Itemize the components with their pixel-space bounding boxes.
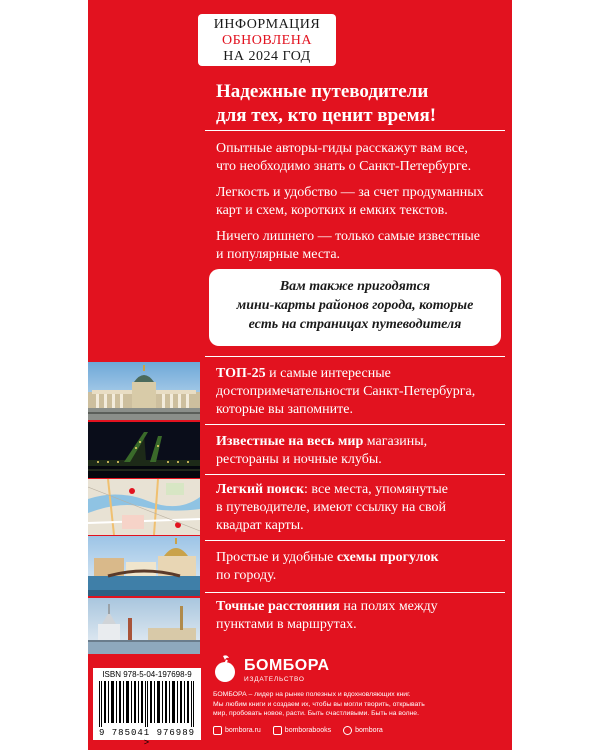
feature-world-famous — [216, 433, 506, 469]
bombora-logo-icon — [213, 654, 239, 684]
neva-embankment-photo — [88, 598, 200, 654]
callout-line: есть на страницах путеводителя — [248, 317, 462, 332]
divider — [205, 130, 505, 131]
feature-text: магазины, — [363, 434, 428, 449]
feature-text: Простые и удобные — [216, 550, 337, 565]
publisher-desc-line: БОМБОРА – лидер на рынке полезных и вдохновляющих книг. — [213, 691, 411, 698]
feature-line: рестораны и ночные клубы. — [216, 452, 382, 467]
divider — [205, 474, 505, 475]
paragraph-line: что необходимо знать о Санкт-Петербурге. — [216, 159, 472, 174]
paragraph-authors — [216, 140, 506, 176]
paragraph-line: Ничего лишнего — только самые известные — [216, 229, 480, 244]
headline-line-1: Надежные путеводители — [216, 81, 429, 102]
city-map-photo — [88, 479, 200, 535]
publisher-description — [213, 690, 505, 719]
paragraph-line: Легкость и удобство — за счет продуманных — [216, 185, 484, 200]
minimaps-callout — [209, 269, 501, 346]
headline-line-2: для тех, кто ценит время! — [216, 105, 437, 126]
feature-text: : все места, упомянутые — [304, 482, 448, 497]
paragraph-ease — [216, 184, 506, 220]
link-label: bomborabooks — [284, 727, 332, 734]
feature-text: и самые интересные — [265, 366, 391, 381]
paragraph-nothing-extra — [216, 228, 506, 264]
badge-line-1: ИНФОРМАЦИЯ — [213, 17, 321, 32]
feature-bold: Известные на весь мир — [216, 434, 364, 449]
instagram-icon — [213, 726, 222, 735]
feature-distances — [216, 598, 506, 634]
badge-line-2: ОБНОВЛЕНА — [222, 33, 312, 48]
vk-link[interactable] — [273, 726, 331, 735]
feature-line: пунктами в маршрутах. — [216, 617, 357, 632]
feature-bold: схемы прогулок — [336, 550, 439, 565]
paragraph-line: Опытные авторы-гиды расскажут вам все, — [216, 141, 468, 156]
feature-walk-schemes — [216, 549, 506, 585]
headline — [216, 80, 506, 128]
divider — [205, 356, 505, 357]
publisher-desc-line: Мы любим книги и создаем их, чтобы вы могли творить, открывать — [213, 700, 425, 708]
updated-info-badge — [198, 14, 336, 66]
telegram-icon — [343, 726, 352, 735]
feature-line: квадрат карты. — [216, 518, 304, 533]
feature-bold: Точные расстояния — [216, 599, 340, 614]
feature-bold: ТОП-25 — [216, 366, 266, 381]
feature-text: на полях между — [339, 599, 438, 614]
publisher-links — [213, 726, 505, 735]
badge-line-3: НА 2024 ГОД — [223, 49, 311, 64]
feature-line: достопримечательности Санкт-Петербурга, — [216, 384, 476, 399]
divider — [205, 424, 505, 425]
drawbridge-night-photo — [88, 422, 200, 478]
feature-bold: Легкий поиск — [216, 482, 305, 497]
divider — [205, 592, 505, 593]
paragraph-line: карт и схем, коротких и емких текстов. — [216, 203, 448, 218]
callout-line: Вам также пригодятся — [279, 279, 431, 294]
barcode-bars — [99, 681, 195, 727]
divider — [205, 540, 505, 541]
site-link[interactable] — [213, 726, 261, 735]
callout-line: мини-карты районов города, которые — [236, 298, 474, 313]
publisher-desc-line: мир, пробовать новое, расти. Быть счастливыми. Быть на волне. — [213, 710, 419, 717]
social-link[interactable] — [343, 726, 383, 735]
isbn-text: ISBN 978-5-04-197698-9 — [102, 670, 192, 679]
barcode-number: 9 785041 976989 > — [98, 728, 195, 748]
link-label: bombora — [355, 727, 383, 734]
feature-top25 — [216, 365, 506, 419]
feature-line: которые вы запомните. — [216, 402, 353, 417]
feature-line: по городу. — [216, 568, 277, 583]
link-label: bombora.ru — [225, 727, 261, 734]
canal-cathedral-photo — [88, 536, 200, 596]
feature-line: в путеводителе, имеют ссылку на свой — [216, 500, 447, 515]
publisher-sub: ИЗДАТЕЛЬСТВО — [244, 676, 305, 683]
kazan-cathedral-photo — [88, 362, 200, 420]
publisher-name: БОМБОРА — [244, 657, 330, 674]
paragraph-line: и популярные места. — [216, 247, 341, 262]
barcode — [93, 668, 201, 748]
feature-easy-search — [216, 481, 506, 535]
vk-icon — [273, 726, 282, 735]
